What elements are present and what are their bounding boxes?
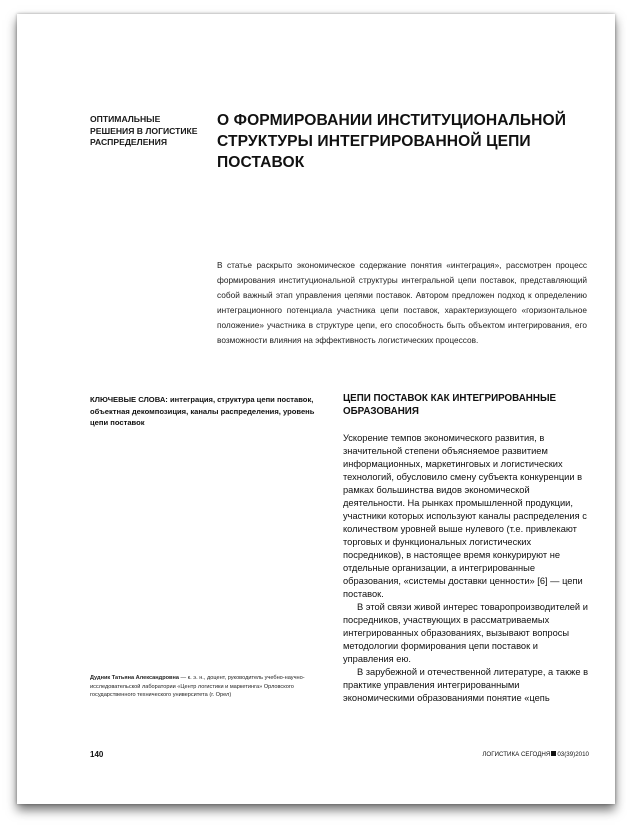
body-paragraph: В этой связи живой интерес товаропроизводителей и посредников, участвующих в рассматриваемых интегрированных образованиях, вызывают вопросы методологии формирования цепи поставок и управления ею.: [343, 602, 588, 664]
journal-footer: [482, 751, 589, 758]
author-note: [90, 674, 330, 700]
section-rubric: ОПТИМАЛЬНЫЕ РЕШЕНИЯ В ЛОГИСТИКЕ РАСПРЕДЕЛЕНИЯ: [90, 114, 198, 147]
article-abstract: В статье раскрыто экономическое содержание понятия «интеграция», рассмотрен процесс формирования институциональной структуры интегральной цепи поставок, представляющий собой важный этап управления цепями поставок. Автором предложен подход к определению интеграционного потенциала участника цепи поставок, характеризующего «горизонтальное положение» участника в структуре цепи, его способность быть объектом интегрирования, его возможности влияния на эффективность логистических процессов.: [217, 260, 587, 345]
keywords-block: [90, 394, 330, 429]
journal-issue: 03(39)2010: [557, 751, 589, 758]
article-body: [343, 432, 589, 705]
journal-name: ЛОГИСТИКА СЕГОДНЯ: [482, 751, 551, 758]
article-title: О ФОРМИРОВАНИИ ИНСТИТУЦИОНАЛЬНОЙ СТРУКТУРЫ ИНТЕГРИРОВАННОЙ ЦЕПИ ПОСТАВОК: [217, 112, 567, 171]
author-info: — к. э. н., доцент, руководитель учебно-научно-исследовательской лаборатории «Центр логистики и маркетинга» Орловского государственного технического университета (г. Орел): [90, 675, 305, 698]
section-heading: ЦЕПИ ПОСТАВОК КАК ИНТЕГРИРОВАННЫЕ ОБРАЗОВАНИЯ: [343, 393, 557, 417]
body-paragraph: Ускорение темпов экономического развития, в значительной степени объясняемое развитием информационных, маркетинговых и логистических технологий, обусловило смену субъекта конкуренции в рамках большинства видов экономической деятельности. На рынках промышленной продукции, участники которых используют каналы распределения с количеством уровней выше нулевого (т.е. привлекают торговых и функциональных логистических посредников), в настоящее время конкурируют не отдельные организации, а интегрированные образования, «системы доставки ценности» [6] — цепи поставок.: [343, 433, 587, 599]
page-number: 140: [90, 750, 104, 759]
journal-page: [17, 14, 615, 804]
body-paragraph: В зарубежной и отечественной литературе, а также в практике управления интегрированными экономическими образованиями понятие «цепь: [343, 667, 589, 703]
square-separator-icon: [551, 751, 556, 756]
author-name: Дудник Татьяна Александровна: [90, 675, 179, 681]
keywords-label: КЛЮЧЕВЫЕ СЛОВА:: [90, 395, 168, 404]
keywords-text: интеграция, структура цепи поставок, объектная декомпозиция, каналы распределения, уровень цепи поставок: [90, 395, 315, 427]
